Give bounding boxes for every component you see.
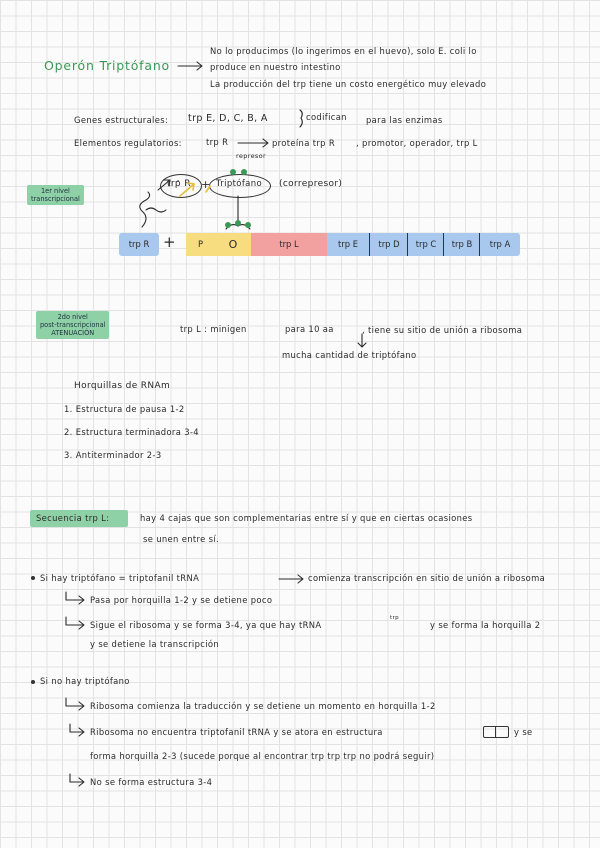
yellow-arrow-icon (206, 186, 210, 192)
segment-trp-c: trp C (407, 233, 444, 256)
case2-bullet-2a: Ribosoma no encuentra triptofanil tRNA y se atora en estructura (90, 727, 383, 737)
case1-trp-sup: trp (390, 615, 399, 621)
trpl-mucha: mucha cantidad de triptófano (282, 350, 417, 360)
genes-for: para las enzimas (366, 115, 443, 125)
segment-trp-d: trp D (369, 233, 408, 256)
trp-dot (235, 220, 241, 226)
horquilla-item: 1. Estructura de pausa 1-2 (64, 404, 185, 414)
segment-promoter: P (186, 233, 215, 256)
brace-icon (300, 110, 302, 127)
intro-line-2: produce en nuestro intestino (210, 62, 341, 72)
hook-arrow-icon (70, 774, 84, 786)
hook-arrow-icon (70, 724, 84, 736)
plus-between-segments: + (163, 233, 176, 251)
case1-head: Si hay triptófano = triptofanil tRNA (40, 573, 200, 583)
level-1-line-1: 1er nivel (40, 187, 70, 195)
segment-trp-b: trp B (443, 233, 480, 256)
case2-head: Si no hay triptófano (40, 676, 130, 686)
case1-bullet-2b: y se forma la horquilla 2 (430, 620, 541, 630)
segment-operator: O (215, 233, 251, 256)
case2-bullet-2b: y se (514, 727, 533, 737)
trp-dot (225, 222, 231, 228)
horquilla-item: 3. Antiterminador 2-3 (64, 450, 162, 460)
case1-bullet-2c: y se detiene la transcripción (90, 639, 220, 649)
level-2-line-3: ATENUACIÓN (51, 329, 95, 337)
hook-arrow-icon (66, 617, 84, 629)
corepresor-label: (correpresor) (279, 179, 343, 189)
trpl-tiene: , tiene su sitio de unión a ribosoma (362, 325, 523, 335)
segment-trp-e: trp E (327, 233, 369, 256)
hook-arrow-icon (66, 698, 84, 710)
level-2-line-1: 2do nivel (57, 313, 88, 321)
arrow-icon (178, 62, 202, 70)
horquillas-title: Horquillas de RNAm (74, 381, 171, 391)
yellow-arrow-icon (180, 183, 194, 196)
page-title: Operón Triptófano (44, 58, 170, 73)
trp-r-bubble-label: trp R (167, 179, 191, 189)
genes-codes: codifican (306, 112, 347, 122)
horquilla-item: 2. Estructura terminadora 3-4 (64, 427, 199, 437)
triptofano-bubble-label: Triptófano (216, 179, 263, 189)
intro-line-1: No lo producimos (lo ingerimos en el huevo), solo E. coli lo (210, 46, 477, 56)
level-1-line-2: transcripcional (31, 195, 80, 203)
plus-sign: + (201, 178, 211, 191)
secuencia-line-2: se unen entre sí. (143, 534, 220, 544)
secuencia-line-1: hay 4 cajas que son complementarias entre sí y que en ciertas ocasiones (140, 513, 473, 523)
secuencia-label: Secuencia trp L: (36, 513, 110, 523)
case1-head-2: comienza transcripción en sitio de unión a ribosoma (308, 573, 546, 583)
trp-dot (241, 169, 247, 175)
level-2-line-2: post-transcripcional (40, 321, 106, 329)
case2-bullet-3: No se forma estructura 3-4 (90, 777, 213, 787)
hook-arrow-icon (66, 592, 84, 604)
case1-bullet-1: Pasa por horquilla 1-2 y se detiene poco (90, 595, 273, 605)
case2-bullet-1: Ribosoma comienza la traducción y se detiene un momento en horquilla 1-2 (90, 701, 436, 711)
trp-dot (245, 222, 251, 228)
tilde-icon (146, 208, 166, 212)
intro-line-3: La producción del trp tiene un costo energético muy elevado (210, 79, 487, 89)
arrow-icon (158, 180, 170, 190)
segment-trp-r: trp R (119, 233, 159, 256)
represor-label: represor (236, 152, 267, 160)
trp-dot (230, 169, 236, 175)
regulators-rest: , promotor, operador, trp L (356, 138, 478, 148)
trpl-para: para 10 aa (285, 324, 334, 334)
arrow-icon (238, 139, 268, 147)
regulators-label: Elementos regulatorios: (74, 138, 182, 148)
segment-trp-a: trp A (479, 233, 520, 256)
case2-bullet-2c: forma horquilla 2-3 (sucede porque al encontrar trp trp trp no podrá seguir) (90, 751, 435, 761)
arrow-down-icon (358, 334, 366, 347)
regulators-trpr: trp R (206, 137, 229, 147)
regulators-protein: proteína trp R (272, 138, 335, 148)
squiggle-line (140, 192, 150, 227)
arrow-icon (279, 575, 303, 583)
genes-label: Genes estructurales: (74, 115, 169, 125)
genes-list: trp E, D, C, B, A (188, 113, 268, 124)
case1-bullet-2a: Sigue el ribosoma y se forma 3-4, ya que hay tRNA (90, 620, 322, 630)
segment-trp-l: trp L (251, 233, 327, 256)
trpl-label: trp L : minigen (180, 324, 247, 334)
